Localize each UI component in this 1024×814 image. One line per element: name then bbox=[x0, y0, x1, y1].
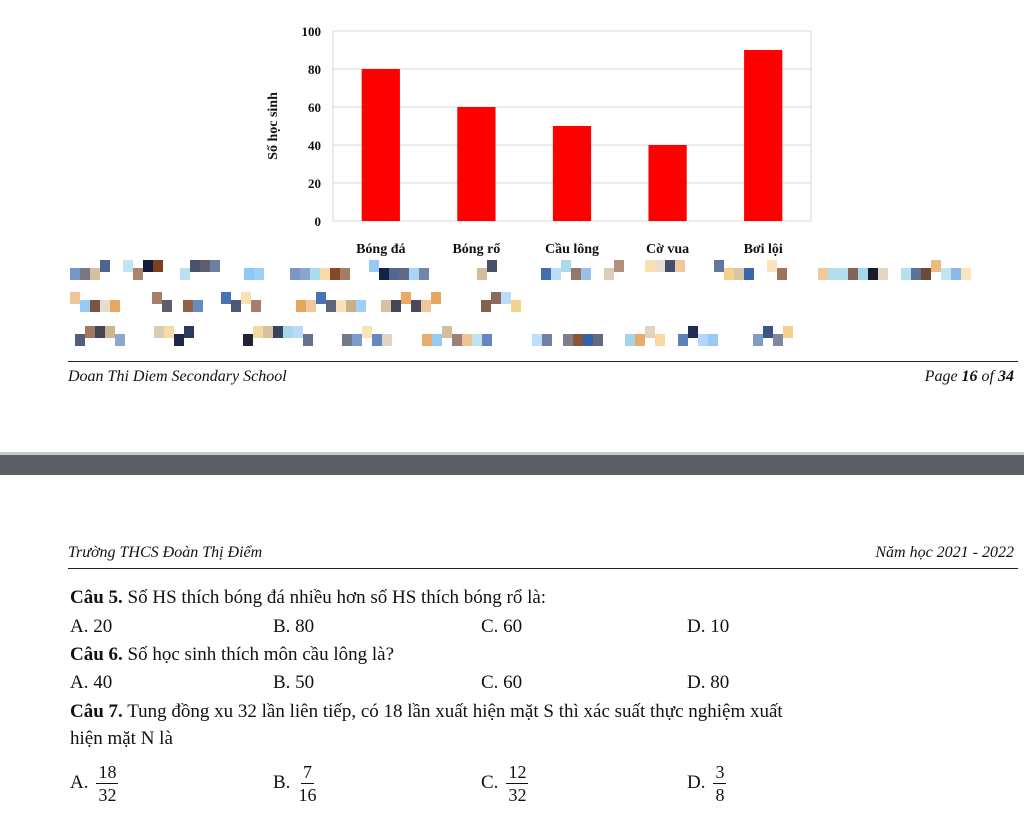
pixel-block bbox=[190, 260, 200, 272]
pixel-block bbox=[123, 260, 133, 272]
question-7-options bbox=[70, 755, 1010, 813]
pixel-block bbox=[635, 334, 645, 346]
q6-option-b: B. 50 bbox=[273, 672, 315, 693]
pixel-block bbox=[152, 292, 162, 304]
pixel-block bbox=[369, 260, 379, 272]
bar-chart bbox=[255, 18, 825, 263]
pixel-block bbox=[251, 300, 261, 312]
q7-option-d-letter: D. bbox=[687, 772, 706, 793]
pixel-block bbox=[174, 334, 184, 346]
pixel-block bbox=[645, 260, 655, 272]
question-5-label: Câu 5. bbox=[70, 587, 123, 608]
q7-option-c bbox=[481, 755, 528, 811]
pixel-block bbox=[330, 268, 340, 280]
pixel-block bbox=[70, 268, 80, 280]
page-prefix: Page bbox=[924, 368, 962, 385]
pixel-block bbox=[90, 268, 100, 280]
pixel-block bbox=[593, 334, 603, 346]
pixel-block bbox=[399, 268, 409, 280]
q5-option-c: C. 60 bbox=[481, 616, 523, 637]
pixel-block bbox=[645, 326, 655, 338]
pixel-block bbox=[604, 268, 614, 280]
pixel-block bbox=[100, 260, 110, 272]
pixel-block bbox=[306, 300, 316, 312]
pixel-block bbox=[511, 300, 521, 312]
pixel-block bbox=[614, 260, 624, 272]
pixel-block bbox=[115, 334, 125, 346]
footer-rule bbox=[68, 361, 1018, 362]
pixel-block bbox=[183, 300, 193, 312]
pixel-block bbox=[678, 334, 688, 346]
pixel-block bbox=[283, 326, 293, 338]
pixel-block bbox=[336, 300, 346, 312]
y-tick-label: 40 bbox=[308, 138, 321, 153]
pixel-block bbox=[200, 260, 210, 272]
header-year: Năm học 2021 - 2022 bbox=[875, 544, 1014, 561]
q7-option-b-fraction bbox=[298, 761, 316, 806]
header-school: Trường THCS Đoàn Thị Điểm bbox=[68, 544, 263, 561]
question-5 bbox=[70, 586, 546, 610]
pixel-block bbox=[753, 334, 763, 346]
x-tick-label: Cờ vua bbox=[646, 242, 690, 257]
pixel-block bbox=[326, 300, 336, 312]
y-tick-label: 80 bbox=[308, 62, 321, 77]
pixel-block bbox=[452, 334, 462, 346]
pixel-block bbox=[143, 260, 153, 272]
pixel-block bbox=[381, 300, 391, 312]
q5-option-b: B. 80 bbox=[273, 616, 315, 637]
header-rule bbox=[68, 568, 1018, 569]
pixel-block bbox=[734, 268, 744, 280]
pixel-block bbox=[243, 334, 253, 346]
pixel-block bbox=[818, 268, 828, 280]
pixel-block bbox=[105, 326, 115, 338]
pixel-block bbox=[254, 268, 264, 280]
pixel-block bbox=[462, 334, 472, 346]
q7-option-a-fraction bbox=[96, 761, 118, 806]
pixel-block bbox=[342, 334, 352, 346]
q7-option-d bbox=[687, 755, 726, 811]
pixel-block bbox=[571, 268, 581, 280]
question-5-text: Số HS thích bóng đá nhiều hơn số HS thích bóng rổ là: bbox=[122, 587, 547, 608]
pixel-block bbox=[551, 268, 561, 280]
pixel-block bbox=[296, 300, 306, 312]
pixel-block bbox=[133, 268, 143, 280]
pixel-block bbox=[241, 292, 251, 304]
fraction-numerator: 18 bbox=[98, 761, 117, 782]
pixel-block bbox=[356, 300, 366, 312]
pixel-block bbox=[70, 292, 80, 304]
pixel-block bbox=[221, 292, 231, 304]
pixel-block bbox=[688, 326, 698, 338]
pixel-block bbox=[921, 268, 931, 280]
fraction-denominator: 32 bbox=[98, 784, 117, 805]
pixel-block bbox=[263, 326, 273, 338]
pixel-block bbox=[675, 260, 685, 272]
q7-option-d-fraction bbox=[713, 761, 726, 806]
pixel-block bbox=[352, 334, 362, 346]
pixel-block bbox=[421, 300, 431, 312]
pixel-block bbox=[419, 268, 429, 280]
pixel-block bbox=[162, 300, 172, 312]
page-mid: of bbox=[977, 368, 998, 385]
pixel-block bbox=[401, 292, 411, 304]
pixel-block bbox=[193, 300, 203, 312]
pixel-block bbox=[90, 300, 100, 312]
q5-option-a: A. 20 bbox=[70, 616, 113, 637]
q7-option-a-letter: A. bbox=[70, 772, 89, 793]
pixel-block bbox=[411, 300, 421, 312]
pixel-block bbox=[561, 260, 571, 272]
fraction-denominator: 8 bbox=[715, 784, 725, 805]
pixel-block bbox=[320, 268, 330, 280]
pixel-block bbox=[708, 334, 718, 346]
pixel-block bbox=[409, 268, 419, 280]
x-tick-label: Cầu lông bbox=[544, 242, 600, 257]
pixel-block bbox=[541, 268, 551, 280]
pixel-block bbox=[362, 326, 372, 338]
q7-option-b bbox=[273, 755, 316, 811]
question-7-label: Câu 7. bbox=[70, 701, 123, 722]
pixel-block bbox=[655, 260, 665, 272]
pixel-block bbox=[714, 260, 724, 272]
q7-option-a bbox=[70, 755, 118, 811]
pixel-block bbox=[100, 300, 110, 312]
bar-3 bbox=[648, 145, 686, 221]
x-tick-label: Bóng đá bbox=[356, 242, 406, 257]
pixel-block bbox=[655, 334, 665, 346]
pixel-block bbox=[340, 268, 350, 280]
question-7 bbox=[70, 700, 783, 724]
bar-1 bbox=[457, 107, 495, 221]
page-current: 16 bbox=[961, 368, 978, 385]
pixel-block bbox=[244, 268, 254, 280]
footer-page-number bbox=[925, 368, 1014, 386]
pixel-block bbox=[110, 300, 120, 312]
pixel-block bbox=[372, 334, 382, 346]
pixel-block bbox=[422, 334, 432, 346]
pixel-block bbox=[724, 268, 734, 280]
pixel-block bbox=[382, 334, 392, 346]
question-6-label: Câu 6. bbox=[70, 644, 123, 665]
q6-option-c: C. 60 bbox=[481, 672, 523, 693]
question-7-text: Tung đồng xu 32 lần liên tiếp, có 18 lần xuất hiện mặt S thì xác suất thực nghiệm xuất bbox=[122, 701, 783, 722]
pixel-block bbox=[868, 268, 878, 280]
pixel-block bbox=[848, 268, 858, 280]
q6-option-d: D. 80 bbox=[687, 672, 730, 693]
document-page-lower bbox=[0, 475, 1024, 814]
pixel-block bbox=[303, 334, 313, 346]
pixel-block bbox=[431, 292, 441, 304]
pixel-block bbox=[838, 268, 848, 280]
fraction-numerator: 3 bbox=[715, 761, 725, 782]
pixel-block bbox=[210, 260, 220, 272]
q7-option-c-fraction bbox=[506, 761, 528, 806]
pixel-block bbox=[153, 260, 163, 272]
pixel-block bbox=[231, 300, 241, 312]
pixel-block bbox=[180, 268, 190, 280]
pixel-block bbox=[777, 268, 787, 280]
pixel-block bbox=[391, 300, 401, 312]
pixel-block bbox=[931, 260, 941, 272]
question-6-options bbox=[70, 671, 1010, 695]
pixel-block bbox=[95, 326, 105, 338]
pixel-block bbox=[80, 300, 90, 312]
question-7-line2: hiện mặt N là bbox=[70, 728, 173, 749]
pixel-block bbox=[253, 326, 263, 338]
pixel-block bbox=[501, 292, 511, 304]
pixel-block bbox=[625, 334, 635, 346]
pixel-block bbox=[85, 326, 95, 338]
pixel-block bbox=[346, 300, 356, 312]
fraction-denominator: 16 bbox=[298, 784, 317, 805]
fraction-numerator: 7 bbox=[302, 761, 312, 782]
pixel-block bbox=[878, 268, 888, 280]
pixelated-redacted-text bbox=[0, 260, 1024, 360]
pixel-block bbox=[941, 268, 951, 280]
question-6 bbox=[70, 643, 394, 667]
y-tick-label: 100 bbox=[301, 24, 321, 39]
pixel-block bbox=[961, 268, 971, 280]
bar-chart-svg bbox=[255, 18, 825, 263]
footer-school: Doan Thi Diem Secondary School bbox=[68, 368, 287, 385]
q6-option-a: A. 40 bbox=[70, 672, 113, 693]
pixel-block bbox=[563, 334, 573, 346]
pixel-block bbox=[477, 268, 487, 280]
pixel-block bbox=[310, 268, 320, 280]
pixel-block bbox=[164, 326, 174, 338]
y-axis-label: Số học sinh bbox=[266, 92, 281, 160]
q7-option-b-letter: B. bbox=[273, 772, 291, 793]
pixel-block bbox=[763, 326, 773, 338]
q5-option-d: D. 10 bbox=[687, 616, 730, 637]
pixel-block bbox=[828, 268, 838, 280]
pixel-block bbox=[184, 326, 194, 338]
pixel-block bbox=[698, 334, 708, 346]
x-tick-label: Bóng rổ bbox=[452, 242, 501, 257]
pixel-block bbox=[442, 326, 452, 338]
pixel-block bbox=[432, 334, 442, 346]
pixel-block bbox=[80, 268, 90, 280]
fraction-denominator: 32 bbox=[508, 784, 527, 805]
pixel-block bbox=[389, 268, 399, 280]
pixel-block bbox=[379, 268, 389, 280]
pixel-block bbox=[273, 326, 283, 338]
bar-2 bbox=[553, 126, 591, 221]
y-tick-label: 60 bbox=[308, 100, 321, 115]
pixel-block bbox=[901, 268, 911, 280]
question-5-options bbox=[70, 615, 1010, 639]
q7-option-c-letter: C. bbox=[481, 772, 499, 793]
fraction-numerator: 12 bbox=[508, 761, 527, 782]
pixel-block bbox=[472, 334, 482, 346]
pixel-block bbox=[783, 326, 793, 338]
pixel-block bbox=[154, 326, 164, 338]
pixel-block bbox=[583, 334, 593, 346]
pixel-block bbox=[532, 334, 542, 346]
x-tick-label: Bơi lội bbox=[743, 242, 783, 257]
pixel-block bbox=[290, 268, 300, 280]
pixel-block bbox=[75, 334, 85, 346]
page-gap bbox=[0, 455, 1024, 475]
pixel-block bbox=[487, 260, 497, 272]
pixel-block bbox=[491, 292, 501, 304]
pixel-block bbox=[744, 268, 754, 280]
question-6-text: Số học sinh thích môn cầu lông là? bbox=[122, 644, 395, 665]
pixel-block bbox=[300, 268, 310, 280]
pixel-block bbox=[911, 268, 921, 280]
y-tick-label: 20 bbox=[308, 176, 321, 191]
pixel-block bbox=[293, 326, 303, 338]
pixel-block bbox=[581, 268, 591, 280]
pixel-block bbox=[767, 260, 777, 272]
pixel-block bbox=[951, 268, 961, 280]
page-total: 34 bbox=[998, 368, 1014, 385]
pixel-block bbox=[482, 334, 492, 346]
bar-0 bbox=[362, 69, 400, 221]
pixel-block bbox=[665, 260, 675, 272]
pixel-block bbox=[858, 268, 868, 280]
pixel-block bbox=[573, 334, 583, 346]
pixel-block bbox=[316, 292, 326, 304]
pixel-block bbox=[542, 334, 552, 346]
pixel-block bbox=[481, 300, 491, 312]
bar-4 bbox=[744, 50, 782, 221]
pixel-block bbox=[773, 334, 783, 346]
y-tick-label: 0 bbox=[314, 214, 321, 229]
